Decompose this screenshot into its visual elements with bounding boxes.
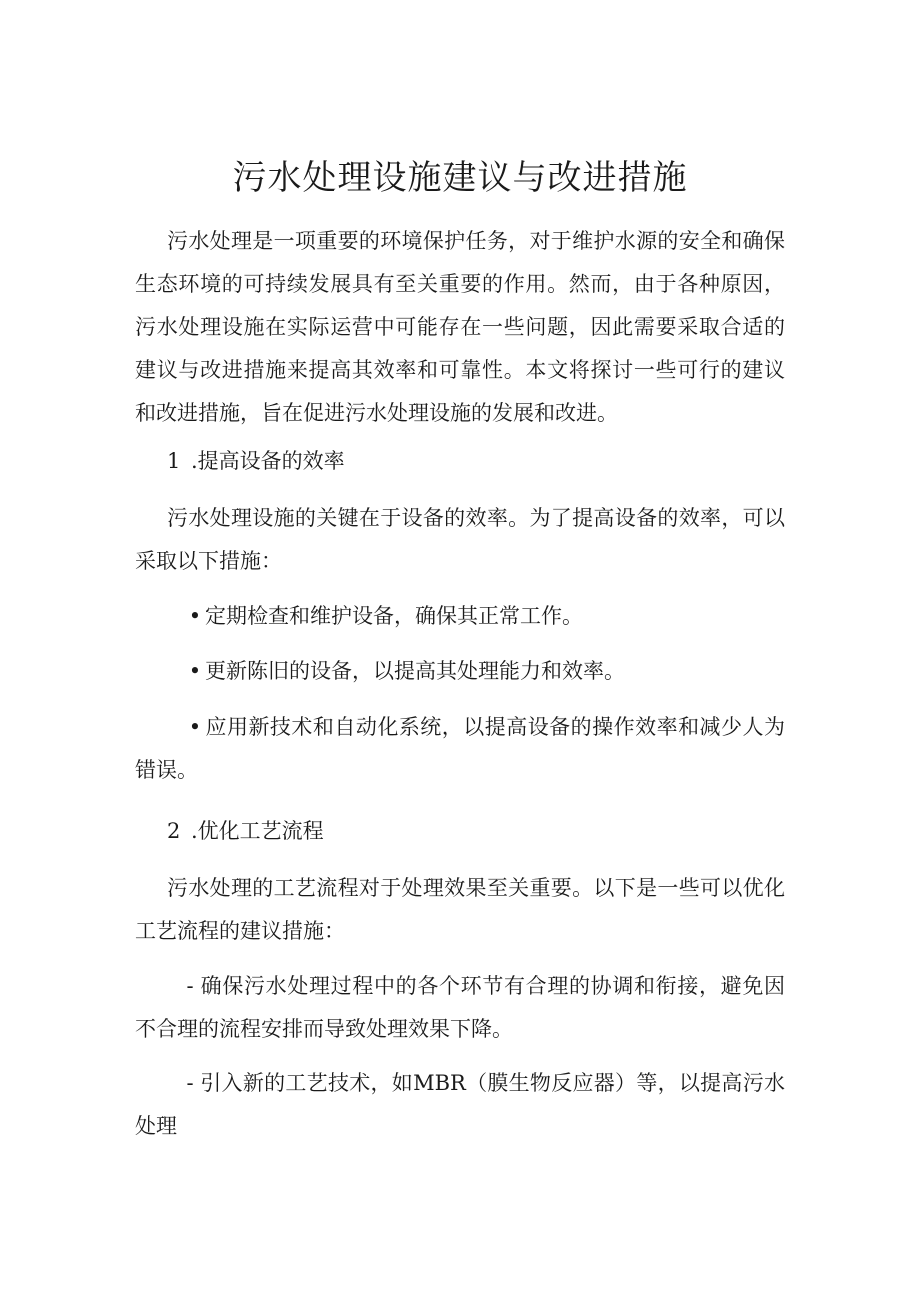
document-title: 污水处理设施建议与改进措施 [232, 158, 688, 198]
bullet-dot-icon: • [188, 659, 202, 683]
list-item [135, 706, 785, 792]
section-2-title: .优化工艺流程 [191, 819, 324, 843]
list-item [135, 650, 835, 693]
list-item [135, 965, 785, 1051]
section-1-heading [167, 443, 345, 479]
bullet-dash-icon: - [186, 974, 194, 998]
list-item-text: 确保污水处理过程中的各个环节有合理的协调和衔接，避免因不合理的流程安排而导致处理效果下降。 [135, 974, 785, 1041]
section-2-heading [167, 813, 324, 849]
bullet-dot-icon: • [188, 715, 202, 739]
list-item [135, 1062, 785, 1148]
list-item [135, 595, 835, 638]
list-item-text: 应用新技术和自动化系统，以提高设备的操作效率和减少人为错误。 [135, 715, 785, 782]
bullet-dot-icon: • [188, 604, 202, 628]
list-item-text: 引入新的工艺技术，如MBR（膜生物反应器）等，以提高污水处理 [135, 1071, 785, 1138]
intro-paragraph: 污水处理是一项重要的环境保护任务，对于维护水源的安全和确保生态环境的可持续发展具有至关重要的作用。然而，由于各种原因，污水处理设施在实际运营中可能存在一些问题，因此需要采取合适的建议与改进措施来提高其效率和可靠性。本文将探讨一些可行的建议和改进措施，旨在促进污水处理设施的发展和改进。 [135, 229, 785, 425]
list-item-text: 定期检查和维护设备，确保其正常工作。 [205, 604, 583, 628]
section-1-title: .提高设备的效率 [191, 449, 345, 473]
section-2-body: 污水处理的工艺流程对于处理效果至关重要。以下是一些可以优化工艺流程的建议措施： [135, 876, 785, 943]
section-1-number: 1 [167, 449, 181, 473]
section-2-number: 2 [167, 819, 181, 843]
list-item-text: 更新陈旧的设备，以提高其处理能力和效率。 [205, 659, 625, 683]
section-1-body: 污水处理设施的关键在于设备的效率。为了提高设备的效率，可以采取以下措施： [135, 506, 785, 573]
bullet-dash-icon: - [186, 1071, 194, 1095]
